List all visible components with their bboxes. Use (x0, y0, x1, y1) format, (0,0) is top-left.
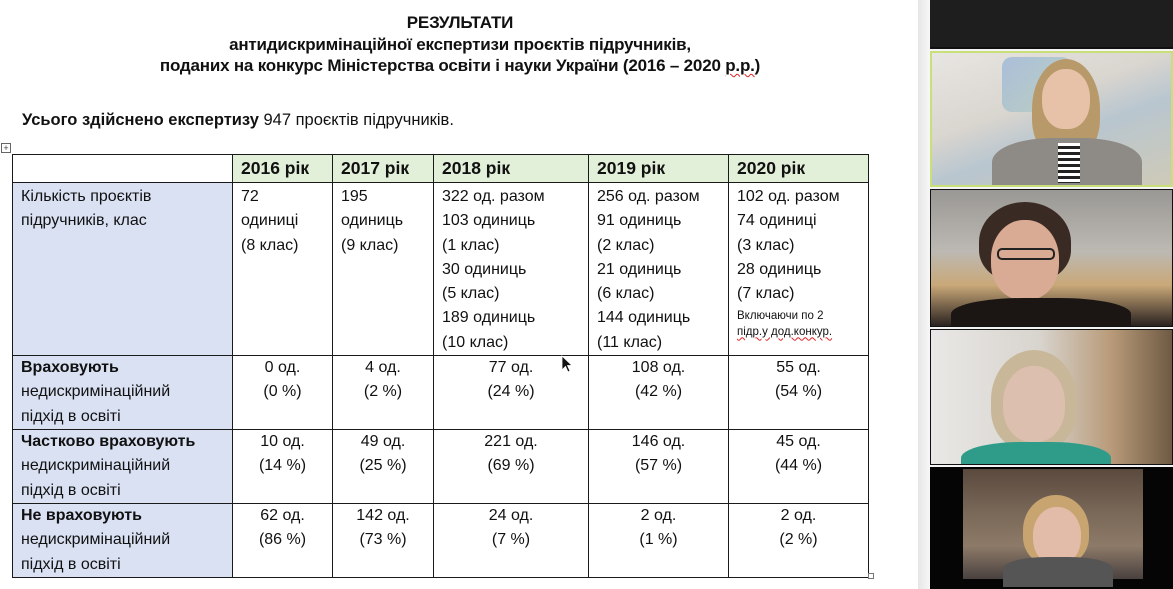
summary-bold: Усього здійснено експертизу (22, 111, 259, 129)
cell-2019-partial (589, 430, 729, 504)
cell-line: 102 од. разом (737, 188, 840, 205)
cell-line: (1 клас) (442, 236, 500, 254)
cell-count: 77 од. (488, 359, 534, 377)
row-header-text: недискримінаційний підхід в освіті (21, 383, 171, 425)
header-cell-2019: 2019 рік (589, 155, 729, 183)
title-line-3-end: ) (754, 56, 761, 75)
header-cell-2017: 2017 рік (333, 155, 434, 183)
row-header-project-count (13, 183, 233, 356)
video-participants-panel (918, 0, 1173, 589)
cell-line: (7 клас) (737, 285, 795, 303)
cell-percent: (0 %) (263, 383, 302, 401)
row-header-not-consider (13, 504, 233, 578)
cell-2020-consider (729, 356, 869, 430)
cell-percent: (86 %) (258, 531, 307, 549)
cell-percent: (14 %) (258, 457, 307, 475)
cell-count: 55 од. (776, 359, 821, 377)
cell-line: 144 одиниць (597, 309, 691, 327)
cell-line: (5 клас) (442, 285, 500, 303)
cell-percent: (42 %) (634, 383, 683, 401)
results-table (12, 154, 869, 578)
cell-2020-count (729, 183, 869, 356)
cell-count: 221 од. (484, 433, 538, 451)
cell-2016-consider (233, 356, 333, 430)
panel-divider (918, 0, 930, 589)
cell-count: 108 од. (631, 359, 686, 377)
table-row-consider (13, 356, 869, 430)
table-row-partially-consider (13, 430, 869, 504)
row-header-text: Кількість проєктів підручників, клас (21, 188, 152, 230)
cell-2020-not (729, 504, 869, 578)
cell-percent: (69 %) (487, 457, 535, 475)
cell-count: 0 од. (264, 359, 301, 377)
video-tile-off[interactable] (930, 0, 1173, 49)
cell-2018-partial (434, 430, 589, 504)
video-tile-participant[interactable] (930, 329, 1173, 465)
header-cell-2016: 2016 рік (233, 155, 333, 183)
cell-percent: (54 %) (774, 383, 823, 401)
title-line-1: РЕЗУЛЬТАТИ (406, 13, 514, 32)
cell-note (737, 308, 860, 340)
table-resize-handle[interactable] (868, 573, 874, 579)
cell-count: 2 од. (640, 507, 677, 525)
cell-line: одиниці (241, 212, 299, 230)
cell-count: 10 од. (260, 433, 305, 451)
cell-percent: (57 %) (634, 457, 683, 475)
cell-line: 322 од. разом (442, 188, 545, 205)
cell-line: (9 клас) (341, 236, 399, 254)
video-tile-active-speaker[interactable] (930, 51, 1173, 187)
spellcheck-underlined-abbr: р.р. (725, 56, 755, 75)
cell-count: 45 од. (776, 433, 821, 451)
row-header-bold: Частково враховують (21, 433, 196, 451)
summary-rest: 947 проєктів підручників. (258, 111, 454, 129)
video-tile-participant[interactable] (930, 467, 1173, 589)
cell-percent: (2 %) (363, 383, 403, 401)
cell-2018-count (434, 183, 589, 356)
cell-line: 91 одиниць (597, 212, 682, 230)
cell-2016-not (233, 504, 333, 578)
cell-2017-partial (333, 430, 434, 504)
cell-line: (3 клас) (737, 236, 795, 254)
table-row-not-consider (13, 504, 869, 578)
cell-2018-not (434, 504, 589, 578)
cell-line: 256 од. разом (597, 188, 700, 205)
note-line-1: Включаючи по 2 (737, 310, 824, 323)
cell-line: (11 клас) (597, 333, 663, 351)
row-header-partially-consider (13, 430, 233, 504)
row-header-consider (13, 356, 233, 430)
cell-line: 189 одиниць (442, 309, 536, 327)
cell-percent: (73 %) (359, 531, 407, 549)
cell-percent: (2 %) (779, 531, 818, 549)
cell-line: (8 клас) (241, 236, 299, 254)
summary-line (22, 111, 454, 130)
cell-2019-consider (589, 356, 729, 430)
title-line-3-text: поданих на конкурс Міністерства освіти і науки України (2016 – 2020 (159, 56, 726, 75)
cell-line: одиниць (341, 212, 404, 230)
title-line-2: антидискримінаційної експертизи проєктів підручників, (229, 34, 691, 54)
participant-video (963, 469, 1143, 579)
cell-count: 4 од. (365, 359, 401, 377)
row-header-bold: Враховують (21, 359, 119, 377)
cell-2019-count (589, 183, 729, 356)
cell-count: 49 од. (360, 433, 406, 451)
cell-line: (6 клас) (597, 285, 655, 303)
mouse-cursor-icon (561, 355, 573, 373)
table-move-handle-icon[interactable]: + (1, 143, 11, 153)
cell-line: 28 одиниць (737, 260, 822, 278)
cell-percent: (1 %) (639, 531, 678, 549)
table-header-row (13, 155, 869, 183)
cell-2019-not (589, 504, 729, 578)
cell-2017-not (333, 504, 434, 578)
cell-2017-consider (333, 356, 434, 430)
cell-line: 21 одиниць (597, 260, 682, 278)
cell-2017-count (333, 183, 434, 356)
title-line-3 (0, 55, 920, 77)
cell-percent: (7 %) (491, 531, 531, 549)
table-row-project-count (13, 183, 869, 356)
cell-count: 146 од. (631, 433, 686, 451)
cell-percent: (44 %) (774, 457, 823, 475)
header-cell-empty (13, 155, 233, 183)
cell-count: 24 од. (488, 507, 534, 525)
header-cell-2018: 2018 рік (434, 155, 589, 183)
video-tile-participant[interactable] (930, 189, 1173, 327)
cell-line: 30 одиниць (442, 260, 527, 278)
note-line-2: підр.у дод.конкур. (737, 326, 833, 339)
cell-count: 2 од. (780, 507, 817, 525)
cell-percent: (24 %) (487, 383, 535, 401)
row-header-text: недискримінаційний підхід в освіті (21, 531, 171, 573)
cell-percent: (25 %) (359, 457, 407, 475)
header-cell-2020: 2020 рік (729, 155, 869, 183)
cell-count: 142 од. (356, 507, 410, 525)
cell-2016-partial (233, 430, 333, 504)
cell-line: 103 одиниць (442, 212, 536, 230)
cell-count: 62 од. (260, 507, 305, 525)
cell-2016-count (233, 183, 333, 356)
cell-2020-partial (729, 430, 869, 504)
document-title (0, 12, 920, 77)
cell-line: 74 одиниці (737, 212, 817, 230)
cell-line: (10 клас) (442, 333, 509, 351)
row-header-text: недискримінаційний підхід в освіті (21, 457, 171, 499)
cell-line: (2 клас) (597, 236, 655, 254)
row-header-bold: Не враховують (21, 507, 142, 525)
cell-line: 72 (241, 188, 259, 205)
cell-line: 195 (341, 188, 368, 205)
